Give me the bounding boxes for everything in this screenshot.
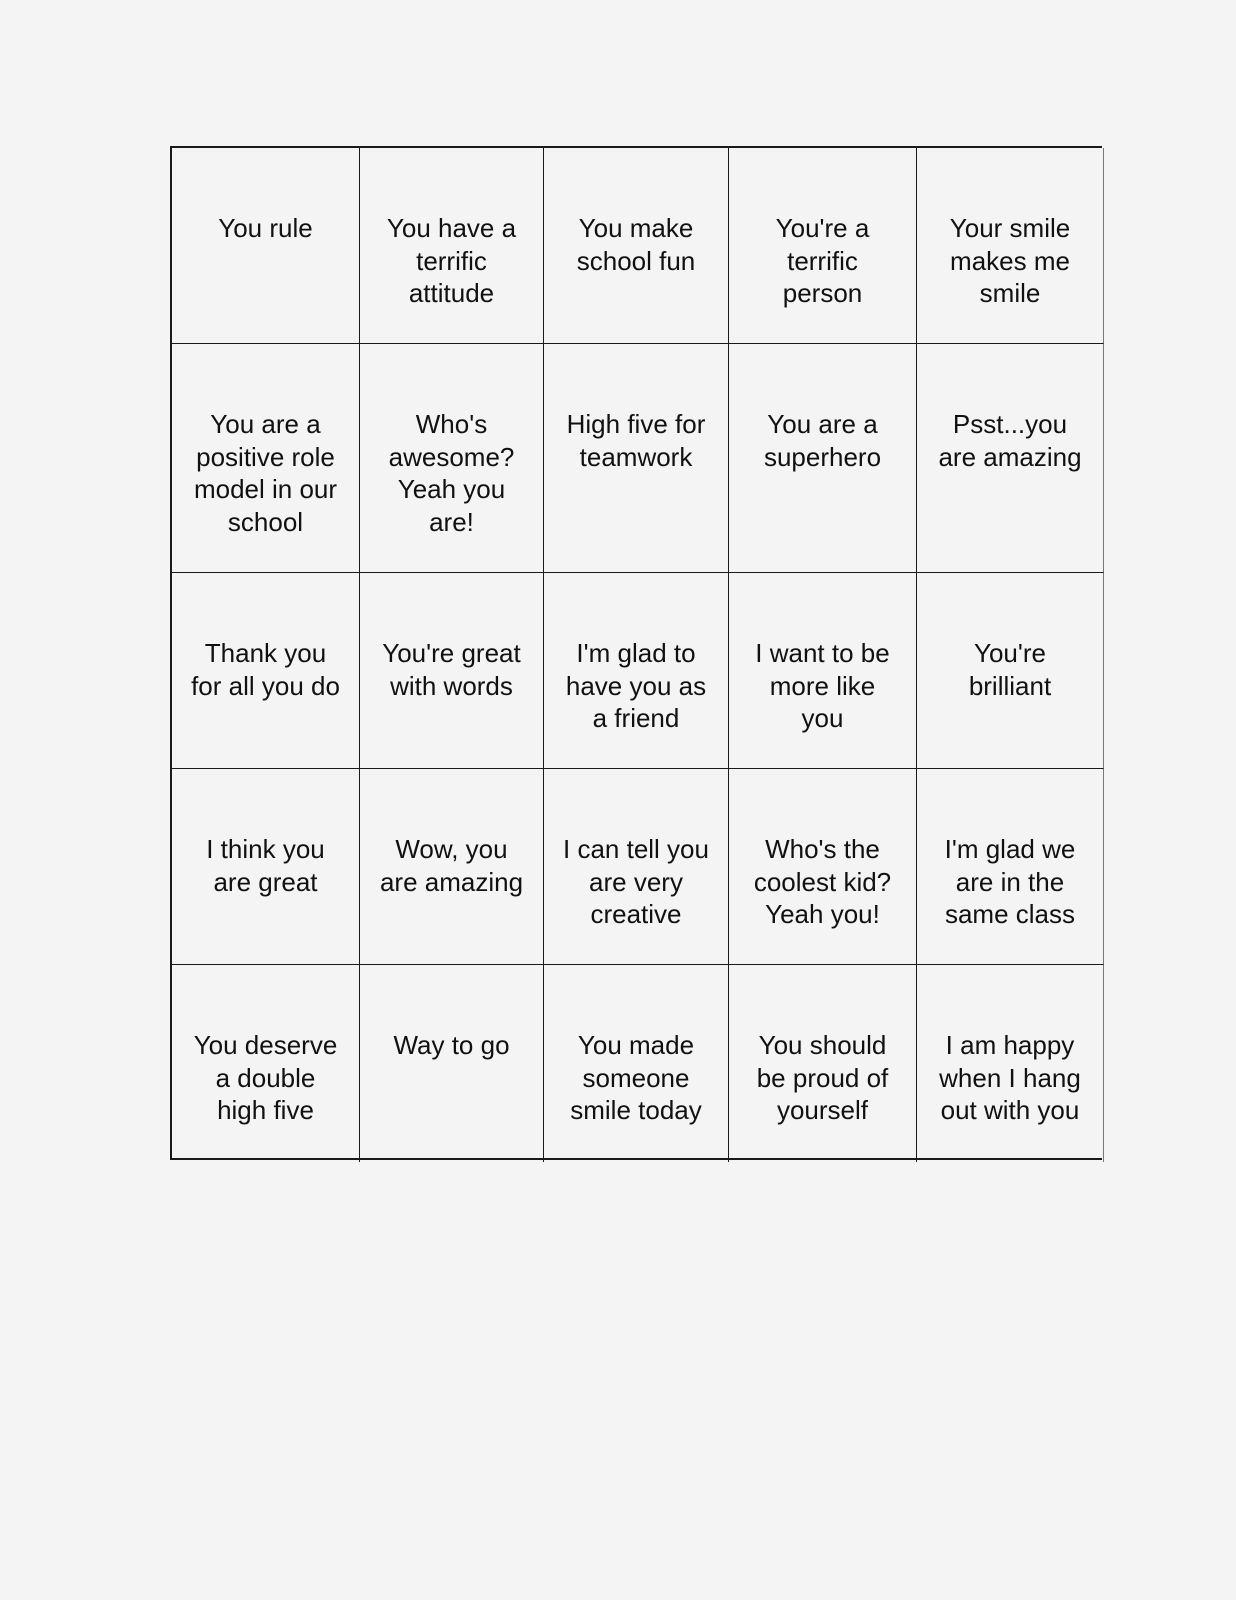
cell-text: Psst...you are amazing bbox=[938, 409, 1082, 472]
cell-text: You are a superhero bbox=[763, 409, 882, 472]
cell-text: You rule bbox=[218, 213, 313, 243]
grid-cell bbox=[917, 965, 1104, 1162]
cell-text: I want to be more like you bbox=[755, 638, 890, 733]
cell-text: I can tell you are very creative bbox=[563, 834, 709, 929]
grid-cell bbox=[729, 573, 917, 769]
grid-cell bbox=[729, 965, 917, 1162]
grid-cell bbox=[729, 769, 917, 965]
cell-text: You made someone smile today bbox=[570, 1030, 702, 1125]
cell-text: You make school fun bbox=[576, 213, 696, 276]
cell-text: You're great with words bbox=[382, 638, 521, 701]
cell-text: Your smile makes me smile bbox=[949, 213, 1071, 308]
grid-cell bbox=[544, 769, 729, 965]
grid-cell bbox=[544, 148, 729, 344]
cell-text: You're a terrific person bbox=[775, 213, 870, 308]
cell-text: You are a positive role model in our school bbox=[193, 409, 338, 537]
grid-cell bbox=[544, 344, 729, 573]
grid-cell bbox=[360, 148, 544, 344]
grid-cell bbox=[729, 148, 917, 344]
cell-text: I think you are great bbox=[206, 834, 325, 897]
grid-cell bbox=[172, 965, 360, 1162]
grid-cell bbox=[172, 769, 360, 965]
cell-text: You're brilliant bbox=[968, 638, 1052, 701]
grid-cell bbox=[917, 769, 1104, 965]
grid-cell bbox=[917, 344, 1104, 573]
cell-text: I'm glad we are in the same class bbox=[944, 834, 1076, 929]
grid-cell bbox=[544, 965, 729, 1162]
cell-text: Who's the coolest kid? Yeah you! bbox=[753, 834, 892, 929]
grid-cell bbox=[172, 148, 360, 344]
cell-text: You have a terrific attitude bbox=[386, 213, 517, 308]
grid-cell bbox=[917, 148, 1104, 344]
cell-text: I am happy when I hang out with you bbox=[939, 1030, 1081, 1125]
cell-text: You should be proud of yourself bbox=[756, 1030, 889, 1125]
grid-cell bbox=[360, 573, 544, 769]
grid-cell bbox=[360, 965, 544, 1162]
cell-text: Thank you for all you do bbox=[191, 638, 340, 701]
grid-cell bbox=[360, 344, 544, 573]
cell-text: I'm glad to have you as a friend bbox=[565, 638, 707, 733]
cell-text: High five for teamwork bbox=[566, 409, 706, 472]
cell-text: You deserve a double high five bbox=[193, 1030, 338, 1125]
compliment-grid bbox=[170, 146, 1102, 1160]
grid-cell bbox=[544, 573, 729, 769]
grid-cell bbox=[172, 573, 360, 769]
grid-cell bbox=[172, 344, 360, 573]
cell-text: Way to go bbox=[393, 1030, 510, 1060]
grid-cell bbox=[917, 573, 1104, 769]
grid-cell bbox=[360, 769, 544, 965]
cell-text: Who's awesome? Yeah you are! bbox=[388, 409, 515, 537]
grid-cell bbox=[729, 344, 917, 573]
cell-text: Wow, you are amazing bbox=[379, 834, 524, 897]
